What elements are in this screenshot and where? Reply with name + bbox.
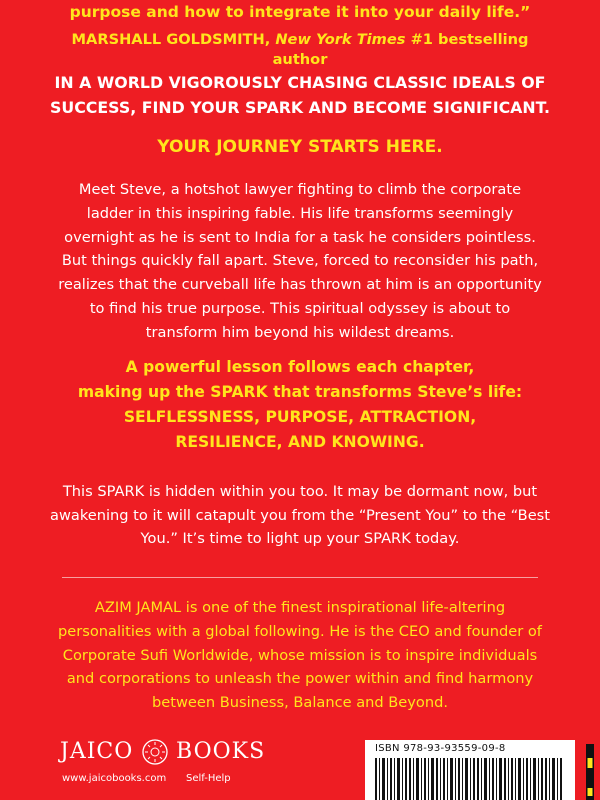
spark-paragraph: This SPARK is hidden within you too. It may be dormant now, but awakening to it will catapult you from the “Present You” to the “Best You.” It’s time to light up your SPARK today. [50, 483, 550, 547]
lesson-line-4: RESILIENCE, AND KNOWING. [175, 433, 425, 451]
publisher-name-right: BOOKS [176, 739, 266, 764]
endorsement-quote: purpose and how to integrate it into your daily life.” [69, 3, 531, 21]
endorsement-attribution [60, 30, 540, 70]
sun-emblem-icon [142, 739, 168, 765]
publisher-website: www.jaicobooks.com [62, 773, 167, 784]
book-category: Self-Help [186, 773, 231, 784]
attribution-credential: #1 bestselling author [272, 31, 529, 68]
tagline-line-2: SUCCESS, FIND YOUR SPARK AND BECOME SIGNIFICANT. [50, 98, 550, 117]
isbn-barcode [365, 740, 575, 800]
author-bio: AZIM JAMAL is one of the finest inspirational life-altering personalities with a global following. He is the CEO and founder of Corporate Sufi Worldwide, whose mission is to inspire individuals and corporations to unleash the power within and find harmony between Business, Balance and Beyond. [58, 599, 542, 712]
attribution-publication: New York Times [275, 31, 406, 48]
tagline [50, 70, 550, 120]
publisher-logo [60, 738, 270, 768]
lesson-line-1: A powerful lesson follows each chapter, [125, 358, 475, 376]
publisher-name-left: JAICO [60, 739, 134, 764]
section-divider [62, 577, 538, 578]
lesson-callout [50, 355, 550, 455]
synopsis-paragraph: Meet Steve, a hotshot lawyer fighting to climb the corporate ladder in this inspiring fable. His life transforms seemingly overnight as he is sent to India for a task he considers pointless. But things quickly fall apart. Steve, forced to reconsider his path, realizes that the curveball life has thrown at him is an opportunity to find his true purpose. This spiritual odyssey is about to transform him beyond his wildest dreams. [58, 181, 542, 341]
barcode-bars [375, 758, 565, 800]
isbn-number: ISBN 978-93-93559-09-8 [375, 743, 506, 754]
lesson-line-2: making up the SPARK that transforms Steve’s life: [77, 383, 523, 401]
attribution-name: MARSHALL GOLDSMITH, [71, 31, 271, 48]
lesson-line-3: SELFLESSNESS, PURPOSE, ATTRACTION, [123, 408, 477, 426]
journey-heading: YOUR JOURNEY STARTS HERE. [157, 137, 443, 157]
tagline-line-1: IN A WORLD VIGOROUSLY CHASING CLASSIC IDEALS OF [54, 73, 546, 92]
price-tag-icon [586, 744, 594, 800]
